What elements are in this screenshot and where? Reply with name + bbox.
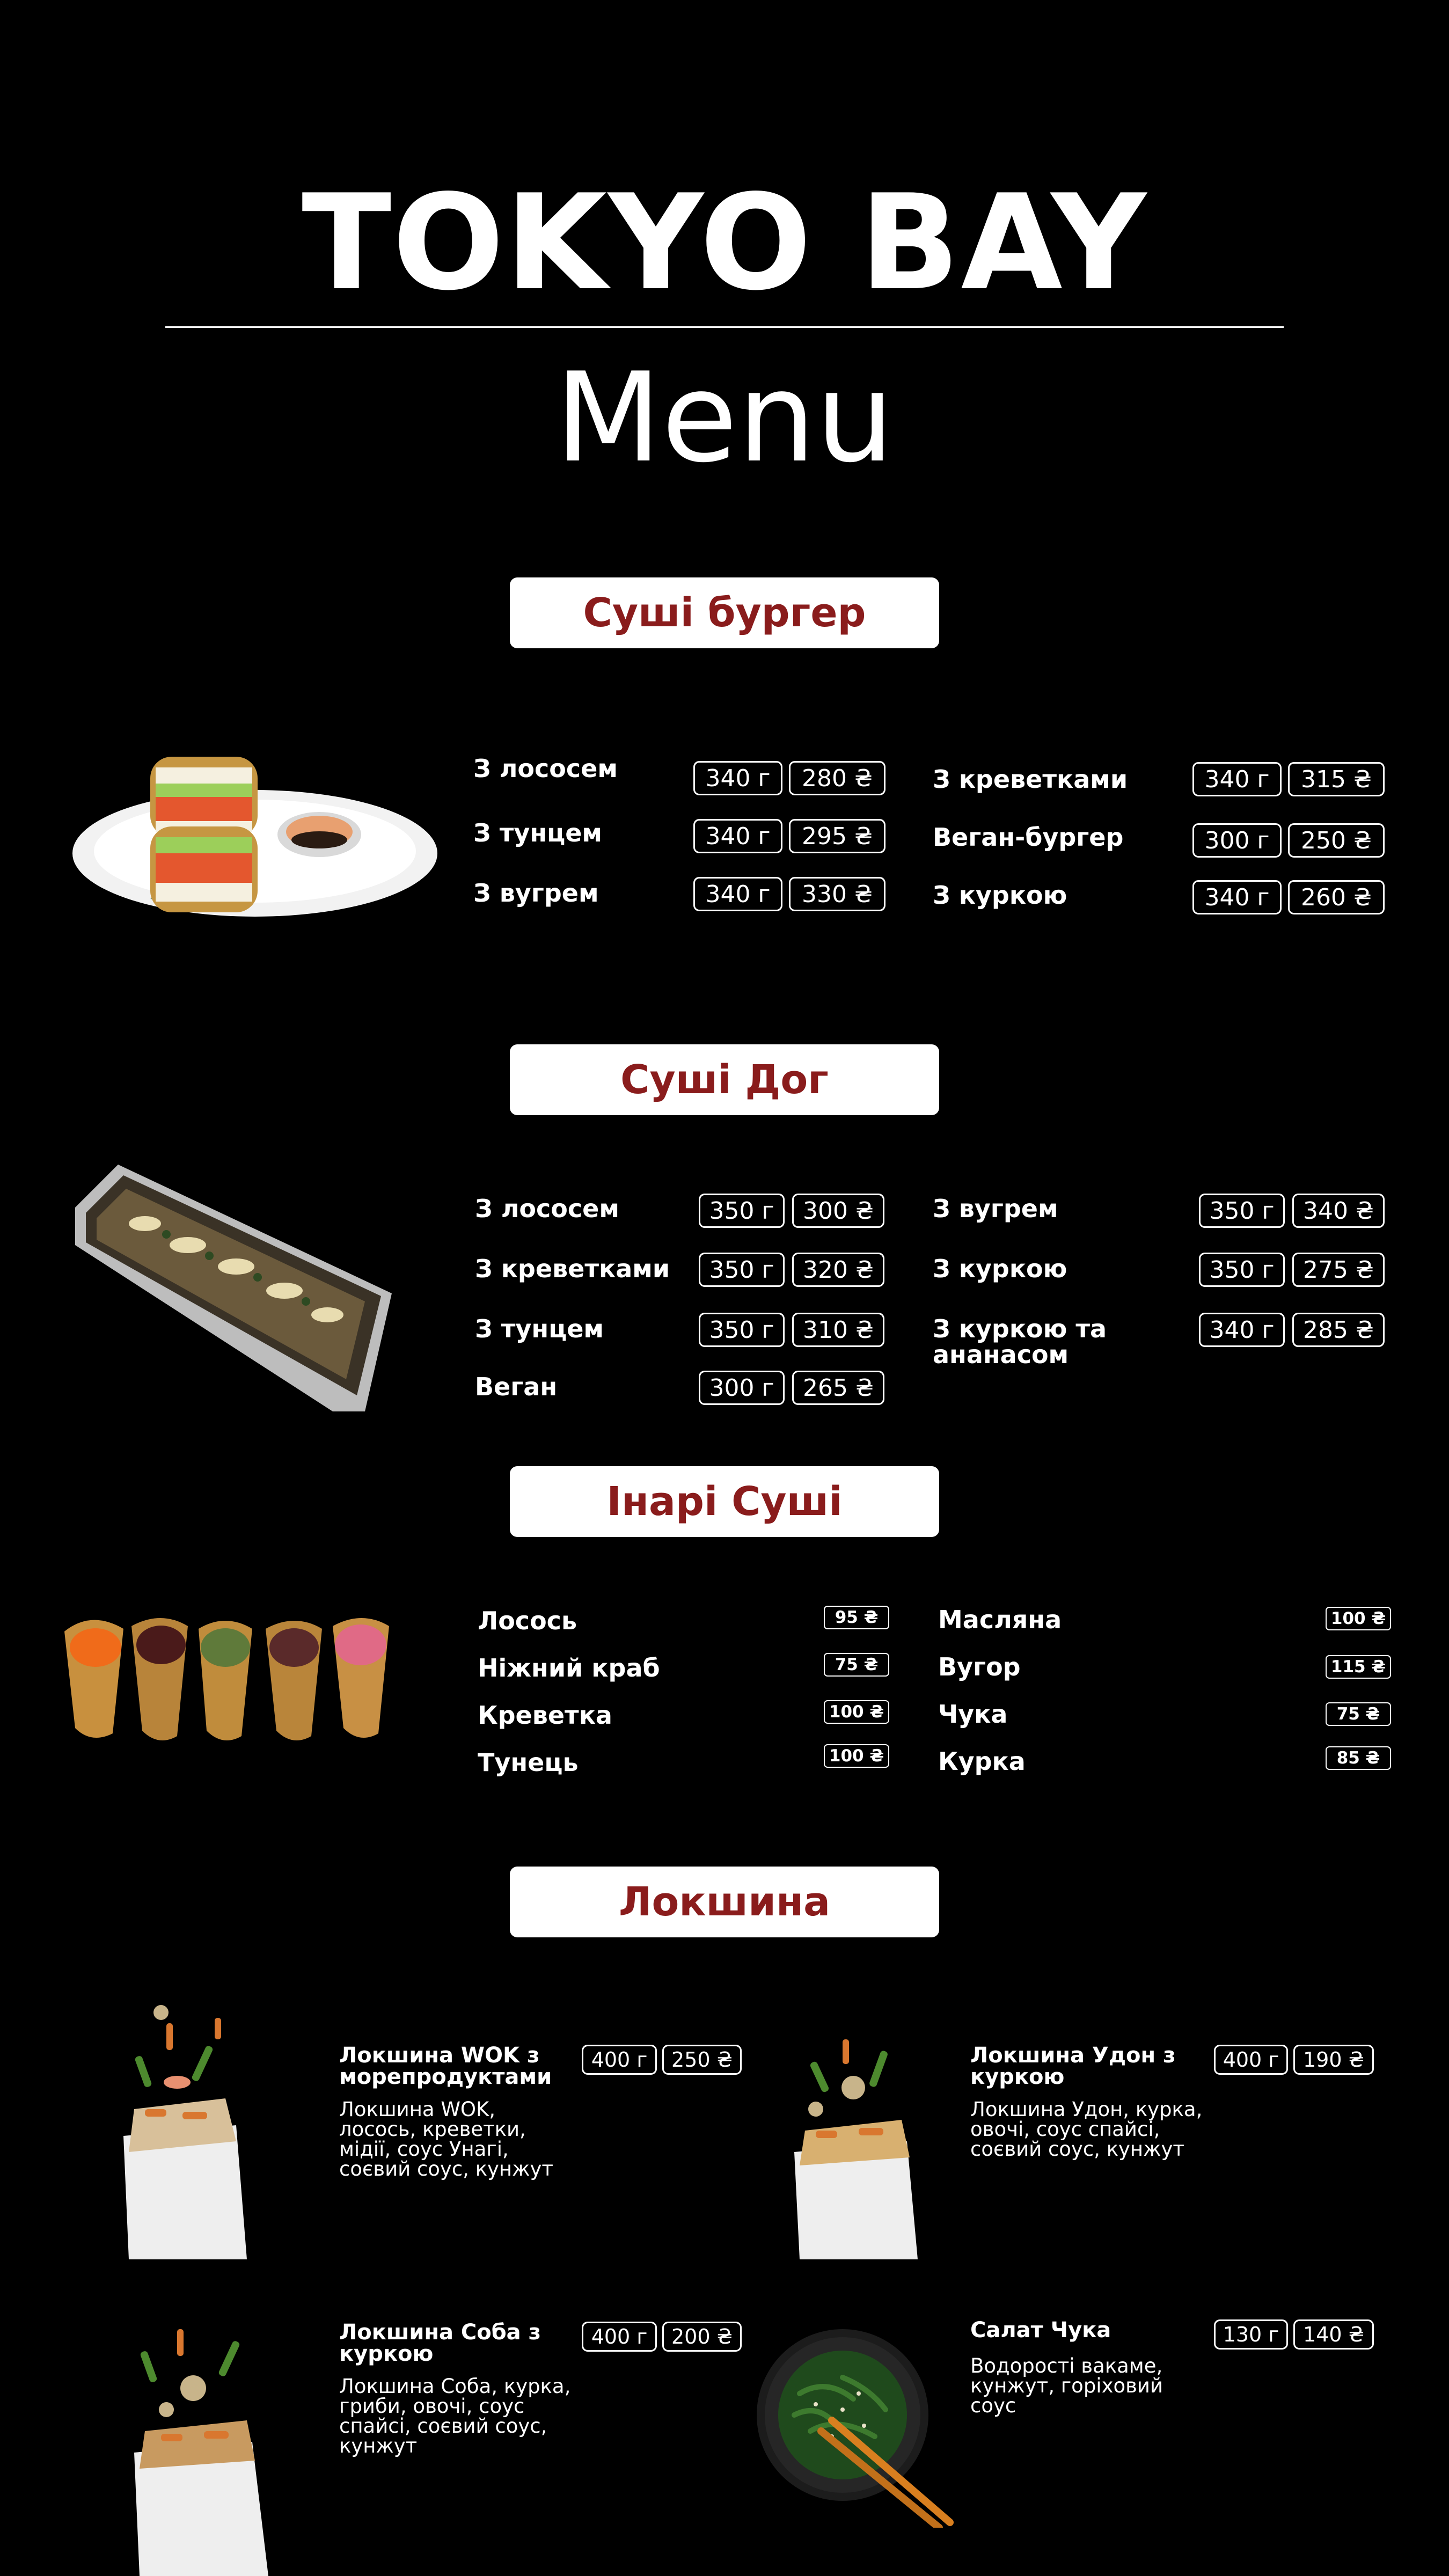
sushi-burger-photo	[70, 746, 445, 928]
price-tag: 200 ₴	[662, 2322, 742, 2352]
section-title-sushi-dog: Суші Дог	[510, 1044, 939, 1115]
price-tag: 100 ₴	[824, 1700, 889, 1724]
item-name: Ніжний краб	[478, 1653, 660, 1682]
weight-tag: 130 г	[1214, 2319, 1288, 2350]
item-name: З тунцем	[475, 1314, 604, 1343]
noodle-name: Локшина WOK з морепродуктами	[339, 2043, 552, 2089]
item-name: З тунцем	[473, 818, 603, 847]
chuka-salad-photo	[751, 2324, 955, 2528]
item-name: Веган-бургер	[933, 823, 1124, 852]
weight-tag: 350 г	[1199, 1194, 1285, 1228]
section-title-noodles: Локшина	[510, 1867, 939, 1937]
weight-tag: 340 г	[1192, 880, 1282, 914]
noodle-description: Локшина WOK, лосось, креветки, мідії, соус Унагі, соєвий соус, кунжут	[339, 2098, 553, 2180]
item-name: З вугрем	[473, 879, 599, 908]
section-title-sushi-burger: Суші бургер	[510, 577, 939, 648]
price-tag: 310 ₴	[792, 1313, 884, 1347]
item-name: З креветками	[475, 1254, 670, 1283]
inari-sushi-photo	[54, 1610, 413, 1750]
weight-tag: 400 г	[582, 2045, 657, 2075]
price-tag: 265 ₴	[792, 1371, 884, 1405]
item-name: З куркою та ананасом	[933, 1314, 1107, 1370]
weight-tag: 350 г	[699, 1253, 785, 1287]
price-tag: 100 ₴	[1326, 1607, 1391, 1630]
price-tag: 340 ₴	[1292, 1194, 1385, 1228]
udon-noodles-photo	[784, 2029, 934, 2265]
item-name: З куркою	[933, 1254, 1067, 1283]
wok-noodles-photo	[102, 2002, 258, 2265]
brand-title: TOKYO BAY	[302, 166, 1147, 319]
item-name: Веган	[475, 1372, 558, 1401]
noodle-description: Водорості вакаме, кунжут, горіховий соус	[970, 2354, 1163, 2417]
item-name: З лососем	[475, 1194, 619, 1223]
price-tag: 100 ₴	[824, 1744, 889, 1768]
price-tag: 75 ₴	[1326, 1702, 1391, 1726]
price-tag: 320 ₴	[792, 1253, 884, 1287]
item-name: Лосось	[478, 1606, 577, 1635]
price-tag: 75 ₴	[824, 1653, 889, 1677]
weight-tag: 340 г	[1199, 1313, 1285, 1347]
price-tag: 250 ₴	[662, 2045, 742, 2075]
item-name: Чука	[938, 1700, 1008, 1729]
price-tag: 330 ₴	[789, 877, 885, 911]
weight-tag: 400 г	[1214, 2045, 1288, 2075]
noodle-name: Салат Чука	[970, 2318, 1111, 2343]
item-name: Курка	[938, 1747, 1026, 1776]
item-name: З вугрем	[933, 1194, 1058, 1223]
weight-tag: 300 г	[699, 1371, 785, 1405]
noodle-description: Локшина Удон, курка, овочі, соус спайсі, соєвий соус, кунжут	[970, 2098, 1203, 2161]
price-tag: 250 ₴	[1288, 823, 1385, 858]
item-name: Тунець	[478, 1748, 579, 1777]
price-tag: 275 ₴	[1292, 1253, 1385, 1287]
price-tag: 95 ₴	[824, 1606, 889, 1629]
soba-noodles-photo	[118, 2324, 284, 2576]
noodle-name: Локшина Соба з куркою	[339, 2320, 541, 2366]
section-title-inari: Інарі Суші	[510, 1466, 939, 1537]
weight-tag: 350 г	[1199, 1253, 1285, 1287]
item-name: Масляна	[938, 1605, 1062, 1634]
price-tag: 85 ₴	[1326, 1746, 1391, 1770]
price-tag: 315 ₴	[1288, 762, 1385, 796]
noodle-name: Локшина Удон з куркою	[970, 2043, 1176, 2089]
weight-tag: 340 г	[693, 877, 782, 911]
noodle-description: Локшина Соба, курка, гриби, овочі, соус спайсі, соєвий соус, кунжут	[339, 2375, 571, 2457]
weight-tag: 350 г	[699, 1313, 785, 1347]
weight-tag: 300 г	[1192, 823, 1282, 858]
item-name: Вугор	[938, 1652, 1021, 1681]
item-name: Креветка	[478, 1701, 612, 1730]
price-tag: 300 ₴	[792, 1194, 884, 1228]
price-tag: 285 ₴	[1292, 1313, 1385, 1347]
weight-tag: 350 г	[699, 1194, 785, 1228]
weight-tag: 340 г	[1192, 762, 1282, 796]
item-name: З креветками	[933, 765, 1128, 794]
weight-tag: 340 г	[693, 819, 782, 853]
item-name: З куркою	[933, 881, 1067, 910]
header-divider	[165, 326, 1284, 328]
price-tag: 115 ₴	[1326, 1655, 1391, 1679]
item-name: З лососем	[473, 754, 618, 783]
weight-tag: 340 г	[693, 761, 782, 795]
weight-tag: 400 г	[582, 2322, 657, 2352]
price-tag: 295 ₴	[789, 819, 885, 853]
price-tag: 280 ₴	[789, 761, 885, 795]
sushi-dog-photo	[64, 1159, 397, 1417]
price-tag: 140 ₴	[1293, 2319, 1374, 2350]
price-tag: 260 ₴	[1288, 880, 1385, 914]
menu-title: Menu	[555, 347, 894, 490]
price-tag: 190 ₴	[1293, 2045, 1374, 2075]
